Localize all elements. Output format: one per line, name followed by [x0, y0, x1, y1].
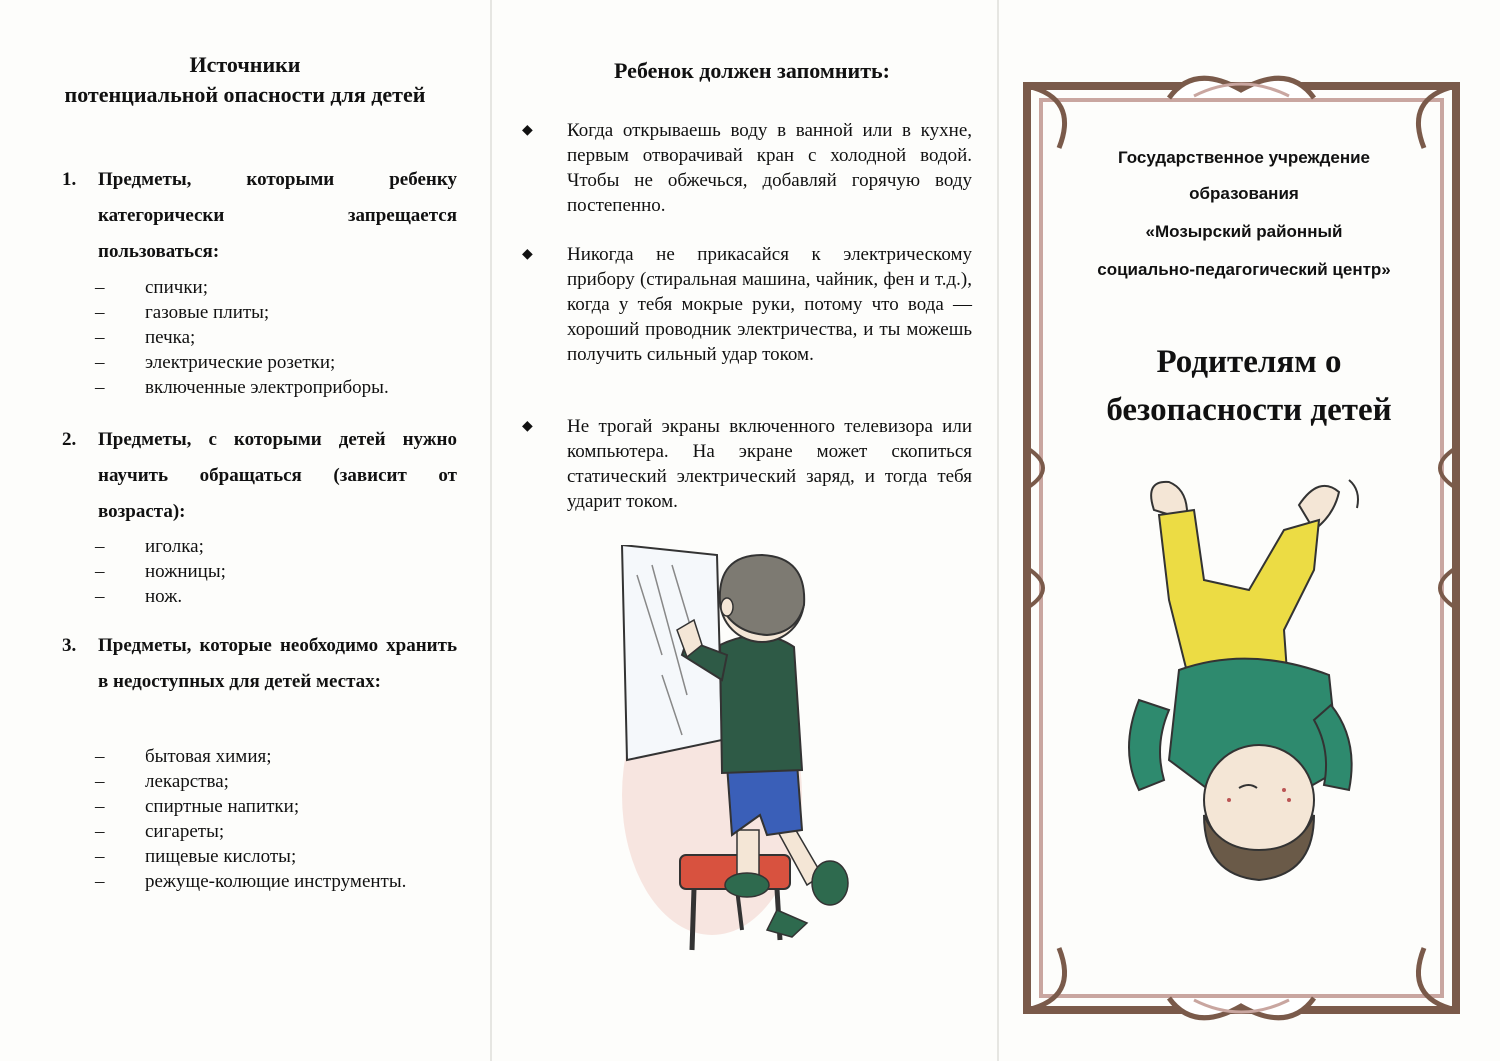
- learn-items-list: [95, 534, 475, 609]
- diamond-bullet-icon: ◆: [522, 419, 533, 434]
- list-item: – спиртные напитки;: [95, 794, 475, 819]
- upside-down-child-illustration: [1099, 470, 1409, 890]
- list-item: – нож.: [95, 584, 475, 609]
- list-item: – лекарства;: [95, 769, 475, 794]
- brochure-title: [1039, 338, 1459, 434]
- list-item: – бытовая химия;: [95, 744, 475, 769]
- diamond-bullet-icon: ◆: [522, 247, 533, 262]
- list-item: – иголка;: [95, 534, 475, 559]
- brochure-title-line1: Родителям о: [1156, 344, 1342, 380]
- section-heading: Предметы, которые необходимо хранить в недоступных для детей местах:: [98, 635, 457, 692]
- section-number: 1.: [62, 169, 77, 190]
- list-item: – сигареты;: [95, 819, 475, 844]
- panel-cover: [999, 0, 1500, 1061]
- section-number: 2.: [62, 429, 77, 450]
- rule-screens: [522, 414, 972, 514]
- rule-text: Никогда не прикасайся к электрическому прибору (стиральная машина, чайник, фен и т.д.), когда у тебя мокрые руки, потому что вода — хороший проводник электричества, и ты можешь получить сильный удар током.: [567, 244, 972, 365]
- list-item: – печка;: [95, 325, 475, 350]
- section-heading: Предметы, которыми ребенку категорически запрещается пользоваться:: [98, 169, 457, 262]
- org-line: «Мозырский районный: [1145, 222, 1343, 241]
- panel-hazard-sources: [0, 0, 490, 1061]
- rule-text: Когда открываешь воду в ванной или в кухне, первым отворачивай кран с холодной водой. Чтобы не обжечься, добавляй горячую воду постепенно.: [567, 120, 972, 216]
- list-item: – газовые плиты;: [95, 300, 475, 325]
- section-number: 3.: [62, 635, 77, 656]
- hazard-title-line2: потенциальной опасности для детей: [64, 82, 426, 107]
- org-line: образования: [1189, 184, 1299, 203]
- panel-child-rules: [492, 0, 997, 1061]
- child-at-screen-illustration: [602, 545, 922, 965]
- rule-text: Не трогай экраны включенного телевизора или компьютера. На экране может скопиться статический электрический заряд, и тогда тебя ударит током.: [567, 416, 972, 512]
- org-line: Государственное учреждение: [1117, 148, 1371, 167]
- list-item: – электрические розетки;: [95, 350, 475, 375]
- rule-wet-hands: [522, 242, 972, 367]
- rule-hot-water: [522, 118, 972, 218]
- forbidden-items-list: [95, 275, 475, 400]
- section-heading: Предметы, с которыми детей нужно научить обращаться (зависит от возраста):: [98, 429, 457, 522]
- hazard-title-line1: Источники: [189, 52, 301, 77]
- section-learn-to-use: [62, 422, 457, 530]
- list-item: – пищевые кислоты;: [95, 844, 475, 869]
- list-item: – спички;: [95, 275, 475, 300]
- brochure-title-line2: безопасности детей: [1106, 392, 1392, 428]
- hazard-sources-title: [30, 50, 460, 110]
- store-items-list: [95, 744, 475, 894]
- section-store-away: [62, 628, 457, 700]
- list-item: – ножницы;: [95, 559, 475, 584]
- child-rules-title: Ребенок должен запомнить:: [614, 58, 890, 83]
- section-forbidden: [62, 162, 457, 270]
- list-item: – режуще-колющие инструменты.: [95, 869, 475, 894]
- org-line: социально-педагогический центр»: [1097, 260, 1391, 279]
- diamond-bullet-icon: ◆: [522, 123, 533, 138]
- list-item: – включенные электроприборы.: [95, 375, 475, 400]
